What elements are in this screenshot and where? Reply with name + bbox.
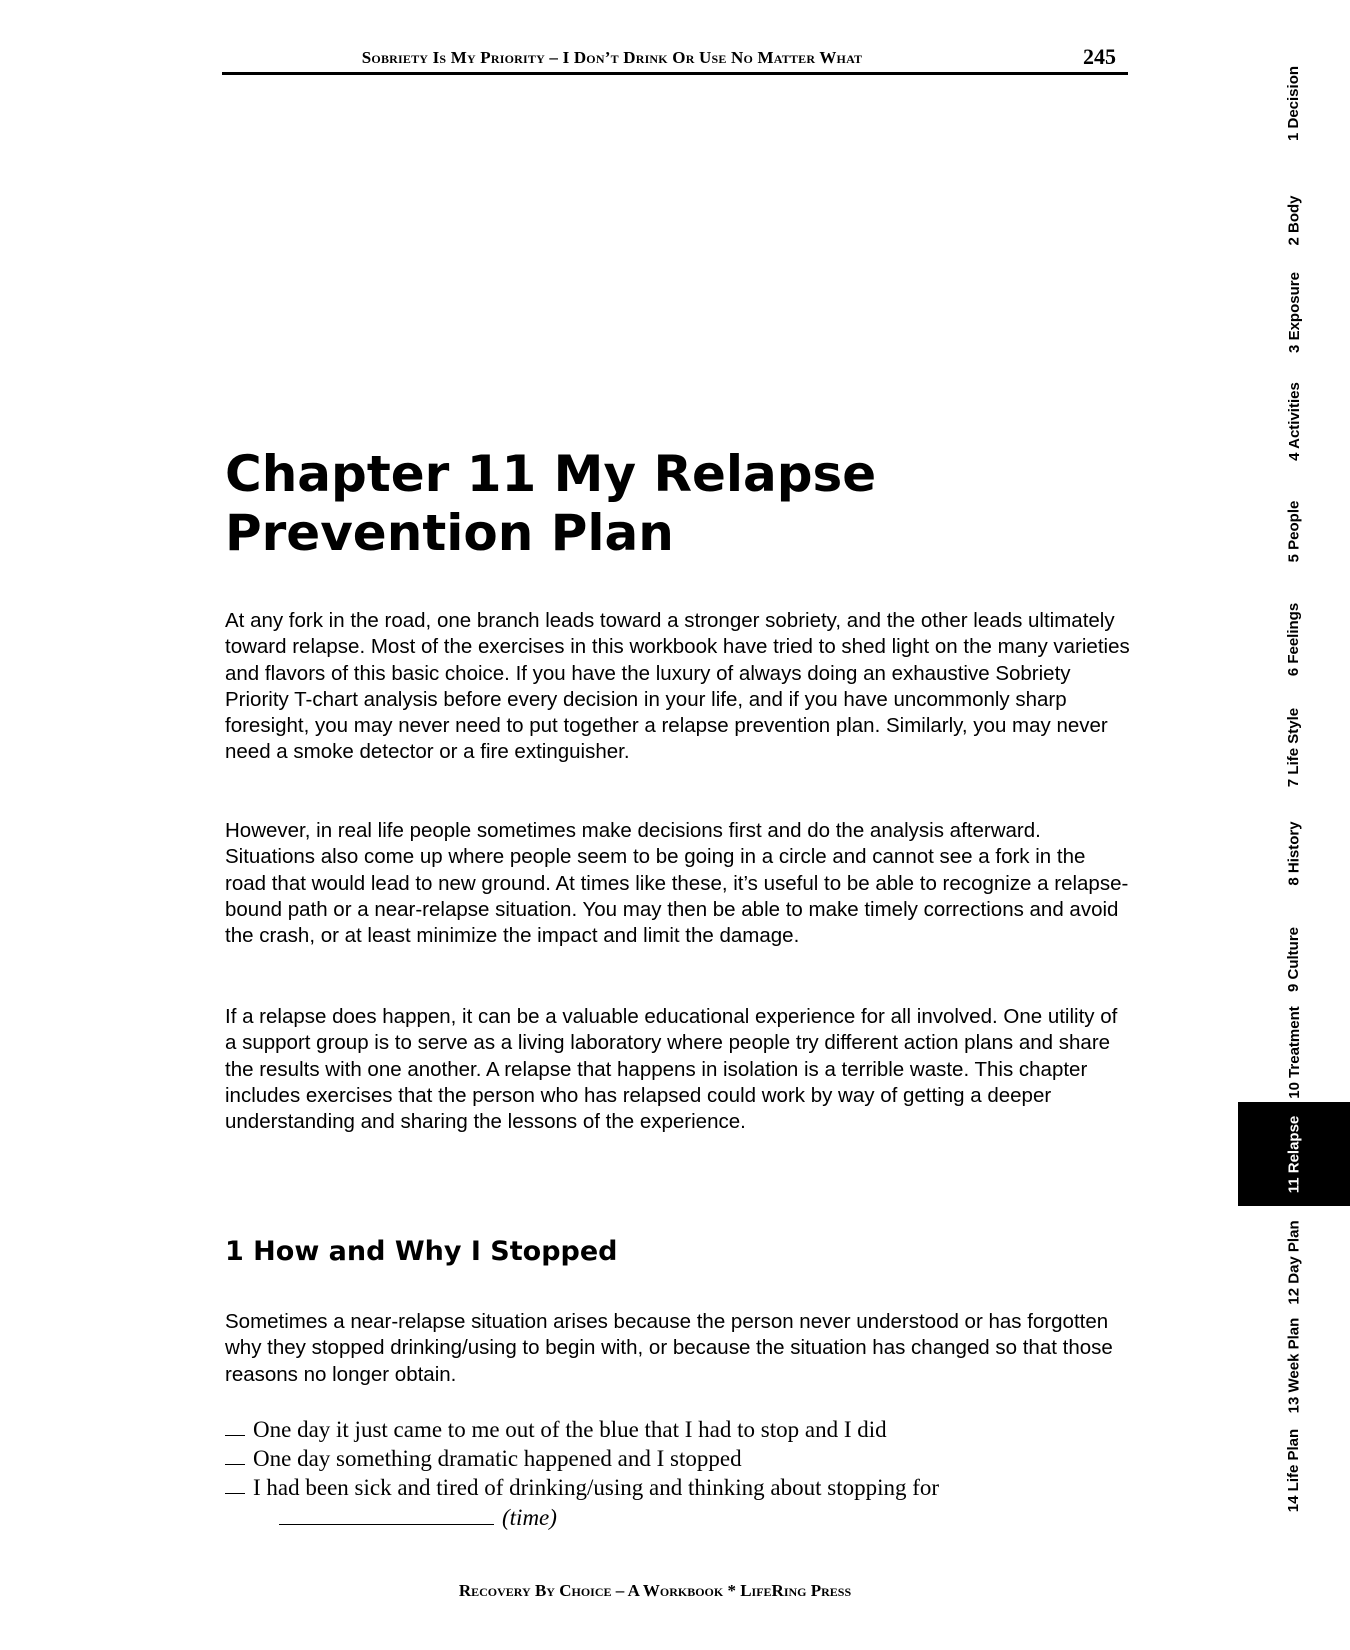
checkbox-blank[interactable] bbox=[225, 1444, 245, 1465]
checklist-item-text: I had been sick and tired of drinking/using and thinking about stopping for bbox=[253, 1475, 940, 1500]
tab-week-plan[interactable]: 13 Week Plan bbox=[1285, 1317, 1303, 1413]
running-header bbox=[222, 44, 1128, 75]
tab-life-style[interactable]: 7 Life Style bbox=[1285, 707, 1303, 788]
checklist-item bbox=[225, 1444, 1130, 1473]
checklist-item-text: One day it just came to me out of the blue that I had to stop and I did bbox=[253, 1417, 887, 1442]
chapter-title bbox=[225, 445, 1105, 563]
tab-culture[interactable]: 9 Culture bbox=[1285, 926, 1303, 993]
chapter-title-line2: Prevention Plan bbox=[225, 504, 674, 562]
tab-decision[interactable]: 1 Decision bbox=[1285, 65, 1303, 142]
footer-text: Recovery By Choice – A Workbook * LifeRing Press bbox=[458, 1581, 852, 1600]
tab-history[interactable]: 8 History bbox=[1285, 821, 1303, 886]
tab-feelings[interactable]: 6 Feelings bbox=[1285, 602, 1303, 677]
tab-people[interactable]: 5 People bbox=[1285, 500, 1303, 563]
checklist-item-text: One day something dramatic happened and I stopped bbox=[253, 1446, 742, 1471]
tab-exposure[interactable]: 3 Exposure bbox=[1285, 272, 1303, 353]
chapter-thumb-tabs bbox=[1238, 0, 1350, 1650]
chapter-title-line1: Chapter 11 My Relapse bbox=[225, 445, 877, 503]
body-paragraph-3: If a relapse does happen, it can be a valuable educational experience for all involved. One utility of a support group is to serve as a living laboratory where people try different action plans and share the results with one another. A relapse that happens in isolation is a terrible waste. This chapter includes exercises that the person who has relapsed could work by way of getting a deeper understanding and sharing the lessons of the experience. bbox=[225, 1005, 1118, 1134]
section-heading: 1 How and Why I Stopped bbox=[225, 1236, 618, 1267]
tab-relapse-active[interactable]: 11 Relapse bbox=[1238, 1102, 1350, 1206]
tab-life-plan[interactable]: 14 Life Plan bbox=[1285, 1428, 1303, 1512]
tab-body[interactable]: 2 Body bbox=[1285, 194, 1303, 246]
checklist bbox=[225, 1415, 1130, 1532]
checkbox-blank[interactable] bbox=[225, 1415, 245, 1436]
page-number: 245 bbox=[1083, 44, 1116, 69]
time-blank[interactable] bbox=[279, 1502, 494, 1525]
checklist-item bbox=[225, 1473, 1130, 1502]
page-footer bbox=[0, 1581, 1350, 1601]
body-paragraph-1: At any fork in the road, one branch leads toward a stronger sobriety, and the other leads ultimately toward relapse. Most of the exercises in this workbook have tried to shed light on the many varieties and flavors of this basic choice. If you have the luxury of always doing an exhaustive Sobriety Priority T-chart analysis before every decision in your life, and if you have uncommonly sharp foresight, you may never need to put together a relapse prevention plan. Similarly, you may never need a smoke detector or a fire extinguisher. bbox=[225, 609, 1130, 764]
running-title: Sobriety Is My Priority – I Don’t Drink Or Use No Matter What bbox=[361, 48, 863, 67]
section-intro: Sometimes a near-relapse situation arises because the person never understood or has forgotten why they stopped drinking/using to begin with, or because the situation has changed so that those reasons no longer obtain. bbox=[225, 1310, 1113, 1386]
time-label: (time) bbox=[502, 1505, 557, 1530]
tab-day-plan[interactable]: 12 Day Plan bbox=[1285, 1220, 1303, 1305]
body-paragraph-2: However, in real life people sometimes make decisions first and do the analysis afterward. Situations also come up where people seem to be going in a circle and cannot see a fork in the road that would lead to new ground. At times like these, it’s useful to be able to recognize a relapse-bound path or a near-relapse situation. You may then be able to make timely corrections and avoid the crash, or at least minimize the impact and limit the damage. bbox=[225, 819, 1129, 948]
checklist-item bbox=[225, 1415, 1130, 1444]
checkbox-blank[interactable] bbox=[225, 1473, 245, 1494]
tab-treatment[interactable]: 10 Treatment bbox=[1285, 1005, 1303, 1099]
tab-activities[interactable]: 4 Activities bbox=[1285, 382, 1303, 461]
time-fill-line bbox=[225, 1502, 1130, 1532]
